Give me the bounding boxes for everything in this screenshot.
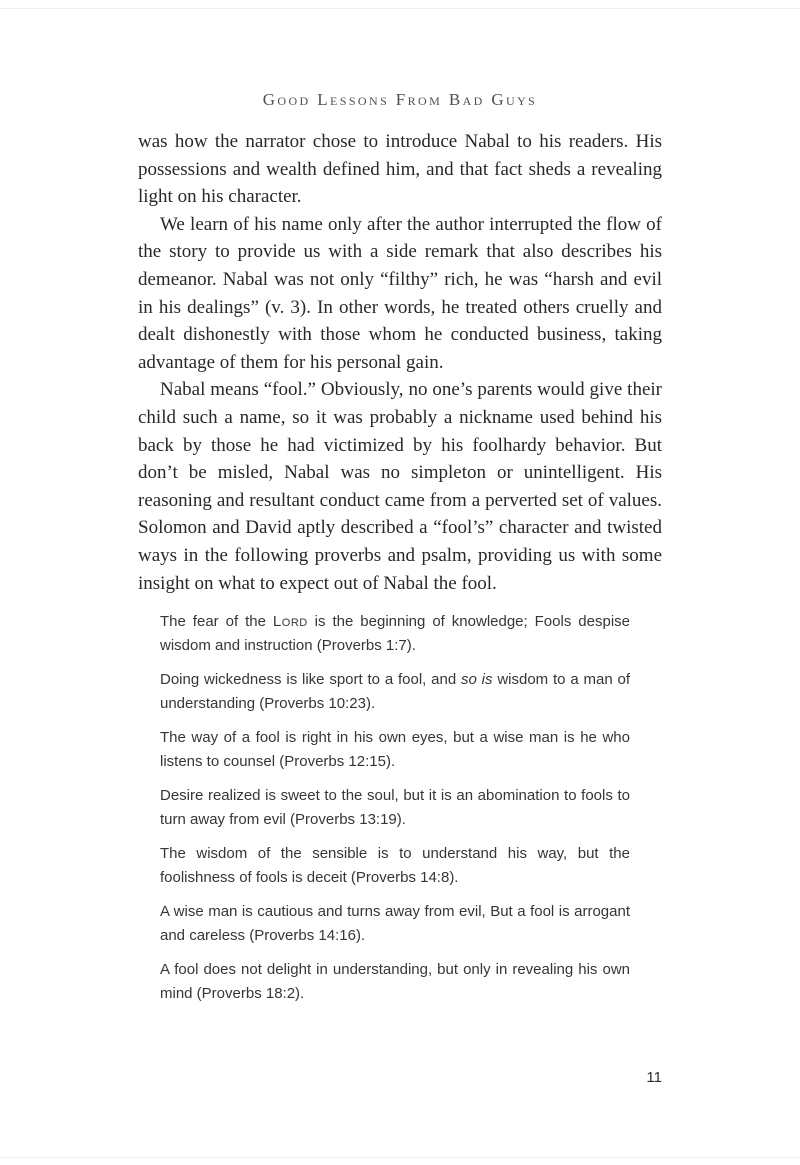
scripture-quote xyxy=(160,668,630,716)
quote-segment: A fool does not delight in understanding, but only in revealing his own mind (Proverbs 18:2). xyxy=(160,961,630,1003)
running-head: Good Lessons From Bad Guys xyxy=(262,90,538,109)
scripture-quote xyxy=(160,900,630,948)
scripture-quotes-block xyxy=(160,610,630,1006)
body-paragraph: Nabal means “fool.” Obviously, no one’s parents would give their child such a name, so it was probably a nickname used behind his back by those he had victimized by his foolhardy behavior. But don’t be misled, Nabal was no simpleton or unintelligent. His reasoning and resultant conduct came from a perverted set of values. Solomon and David aptly described a “fool’s” character and twisted ways in the following proverbs and psalm, providing us with some insight on what to expect out of Nabal the fool. xyxy=(138,379,662,594)
body-paragraph: We learn of his name only after the author interrupted the flow of the story to provide us with a side remark that also describes his demeanor. Nabal was not only “filthy” rich, he was “harsh and evil in his dealings” (v. 3). In other words, he treated others cruelly and dealt dishonestly with those whom he conducted business, taking advantage of them for his personal gain. xyxy=(138,213,662,373)
scripture-quote xyxy=(160,726,630,774)
page-top-edge xyxy=(0,8,800,9)
quote-segment: The fear of the xyxy=(160,613,273,631)
text-block xyxy=(138,128,662,1016)
quote-segment: wisdom to a man of understanding (Proverbs 10:23). xyxy=(160,671,630,713)
page-bottom-edge xyxy=(0,1157,800,1158)
quote-segment: The way of a fool is right in his own eyes, but a wise man is he who listens to counsel (Proverbs 12:15). xyxy=(160,729,630,771)
quote-segment: is the beginning of knowledge; Fools despise wisdom and instruction (Proverbs 1:7). xyxy=(160,613,630,655)
scripture-quote xyxy=(160,842,630,890)
quote-segment: Desire realized is sweet to the soul, but it is an abomination to fools to turn away from evil (Proverbs 13:19). xyxy=(160,787,630,829)
scripture-quote xyxy=(160,610,630,658)
quote-segment: The wisdom of the sensible is to understand his way, but the foolishness of fools is deceit (Proverbs 14:8). xyxy=(160,845,630,887)
scripture-quote xyxy=(160,784,630,832)
scripture-quote xyxy=(160,958,630,1006)
body-paragraph: was how the narrator chose to introduce Nabal to his readers. His possessions and wealth defined him, and that fact sheds a revealing light on his character. xyxy=(138,131,662,208)
page-number: 11 xyxy=(646,1069,662,1086)
quote-segment: A wise man is cautious and turns away from evil, But a fool is arrogant and careless (Proverbs 14:16). xyxy=(160,903,630,945)
quote-segment: Doing wickedness is like sport to a fool, and xyxy=(160,671,462,689)
quote-segment-smallcaps: Lord xyxy=(272,613,308,631)
quote-segment-italic: so is xyxy=(461,671,493,689)
